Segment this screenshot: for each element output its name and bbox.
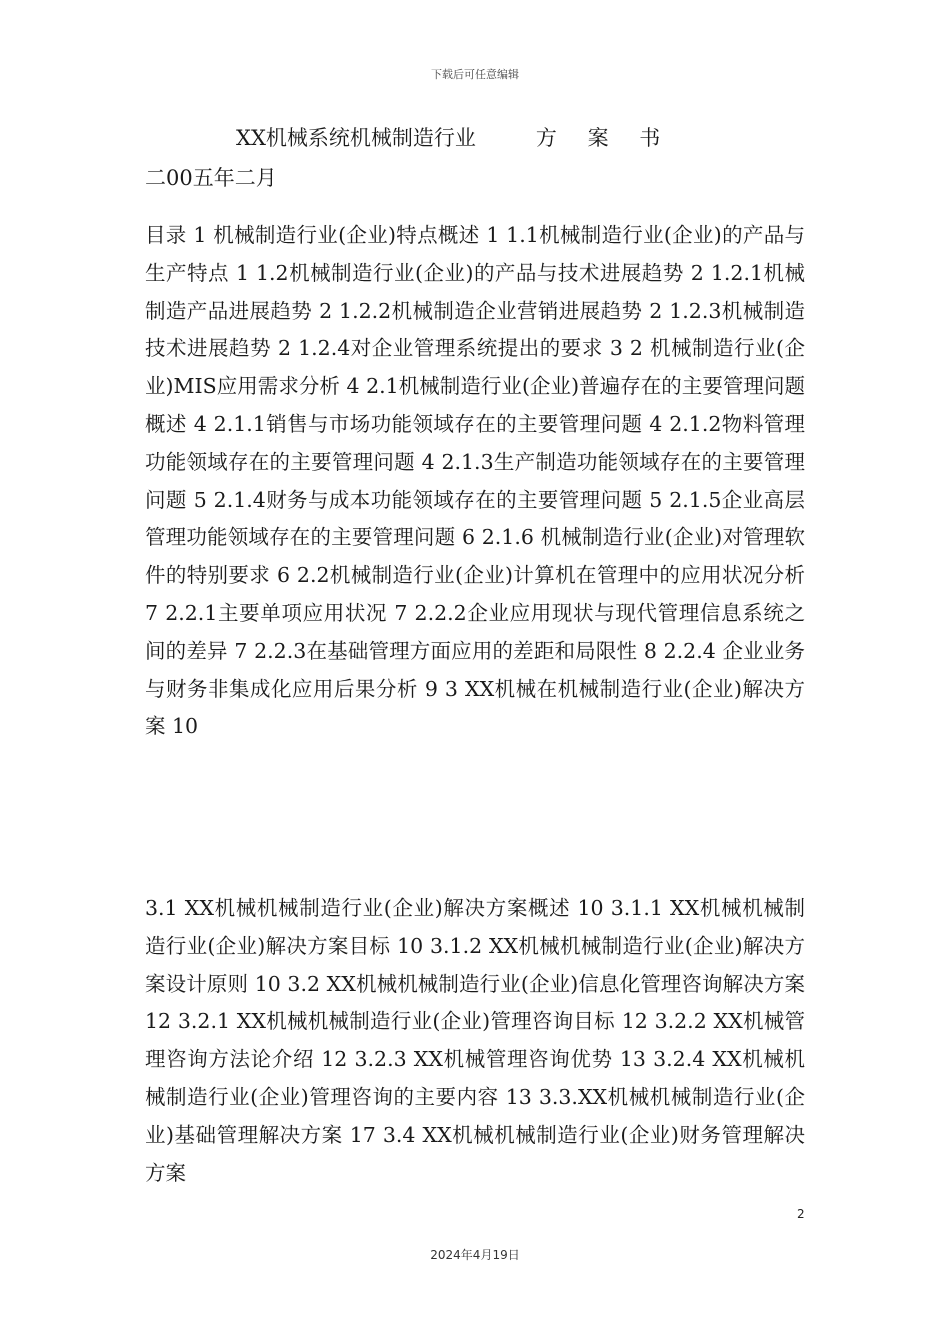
document-title-suffix: 方 案 书 [535,126,673,150]
page-header-note: 下载后可任意编辑 [431,68,519,81]
page-footer-date: 2024年4月19日 [430,1248,520,1262]
page-number: 2 [797,1207,805,1221]
document-title [236,122,672,152]
toc-paragraph: 3.1 XX机械机械制造行业(企业)解决方案概述 10 3.1.1 XX机械机械制造行业(企业)解决方案目标 10 3.1.2 XX机械机械制造行业(企业)解决方案设计原则 10 3.2 XX机械机械制造行业(企业)信息化管理咨询解决方案 12 3.2.1 XX机械机械制造行业(企业)管理咨询目标 12 3.2.2 XX机械管理咨询方法论介绍 12 3.2.3 XX机械管理咨询优势 13 3.2.4 XX机械机械制造行业(企业)管理咨询的主要内容 13 3.3.XX机械机械制造行业(企业)基础管理解决方案 17 3.4 XX机械机械制造行业(企业)财务管理解决方案 [145,896,805,1185]
document-title-main: XX机械系统机械制造行业 [236,126,476,150]
toc-paragraph: 目录 1 机械制造行业(企业)特点概述 1 1.1机械制造行业(企业)的产品与生产特点 1 1.2机械制造行业(企业)的产品与技术进展趋势 2 1.2.1机械制造产品进展趋势 2 1.2.2机械制造企业营销进展趋势 2 1.2.3机械制造技术进展趋势 2 1.2.4对企业管理系统提出的要求 3 2 机械制造行业(企业)MIS应用需求分析 4 2.1机械制造行业(企业)普遍存在的主要管理问题概述 4 2.1.1销售与市场功能领域存在的主要管理问题 4 2.1.2物料管理功能领域存在的主要管理问题 4 2.1.3生产制造功能领域存在的主要管理问题 5 2.1.4财务与成本功能领域存在的主要管理问题 5 2.1.5企业高层管理功能领域存在的主要管理问题 6 2.1.6 机械制造行业(企业)对管理软件的特别要求 6 2.2机械制造行业(企业)计算机在管理中的应用状况分析 7 2.2.1主要单项应用状况 7 2.2.2企业应用现状与现代管理信息系统之间的差异 7 2.2.3在基础管理方面应用的差距和局限性 8 2.2.4 企业业务与财务非集成化应用后果分析 9 3 XX机械在机械制造行业(企业)解决方案 10 [145,223,805,739]
document-date: 二00五年二月 [145,166,277,190]
